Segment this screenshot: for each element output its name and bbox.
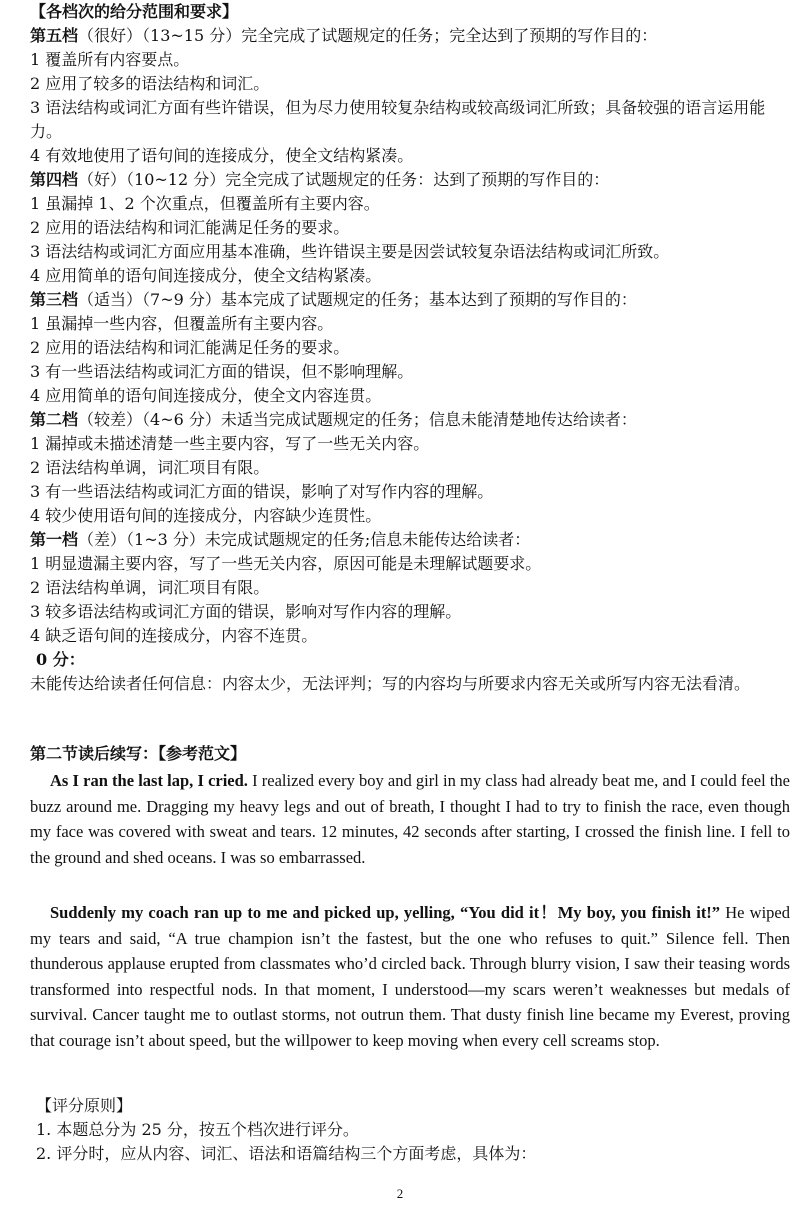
zero-score-text: 未能传达给读者任何信息：内容太少，无法评判；写的内容均与所要求内容无关或所写内容无法看清。 — [30, 674, 751, 693]
level-3-item-4: 4 应用简单的语句间连接成分，使全文内容连贯。 — [30, 386, 382, 405]
level-5-desc: （很好）（13~15 分）完全完成了试题规定的任务；完全达到了预期的写作目的： — [78, 26, 658, 45]
level-4-item-1: 1 虽漏掉 1、2 个次重点，但覆盖所有主要内容。 — [30, 194, 380, 213]
level-3-item-2: 2 应用的语法结构和词汇能满足任务的要求。 — [30, 338, 350, 357]
level-4-name: 第四档 — [30, 170, 79, 189]
principles-heading: 【评分原则】 — [36, 1096, 133, 1115]
level-1-item-3: 3 较多语法结构或词汇方面的错误，影响对写作内容的理解。 — [30, 602, 462, 621]
level-5-item-4: 4 有效地使用了语句间的连接成分，使全文结构紧凑。 — [30, 146, 414, 165]
page-number: 2 — [396, 1186, 404, 1201]
principle-item-2: 2. 评分时，应从内容、词汇、语法和语篇结构三个方面考虑，具体为： — [36, 1144, 537, 1163]
level-4-desc: （好）（10~12 分）完全完成了试题规定的任务：达到了预期的写作目的： — [78, 170, 610, 189]
sample-paragraph-2 — [30, 900, 790, 1053]
level-2-name: 第二档 — [30, 410, 79, 429]
level-4-item-3: 3 语法结构或词汇方面应用基本准确，些许错误主要是因尝试较复杂语法结构或词汇所致。 — [30, 242, 670, 261]
level-4-item-2: 2 应用的语法结构和词汇能满足任务的要求。 — [30, 218, 350, 237]
level-2-item-3: 3 有一些语法结构或词汇方面的错误，影响了对写作内容的理解。 — [30, 482, 494, 501]
paragraph-2-body: He wiped my tears and said, “A true champion isn’t the fastest, but the one who refuses to quit.” Silence fell. Then thunderous applause erupted from classmates who’d circled back. Through blurry vision, I saw their teasing words transformed into respectful nods. In that moment, I understood—my scars weren’t weaknesses but medals of survival. Cancer taught me to outlast storms, not outrun them. That dusty finish line became my Everest, proving that courage isn’t about speed, but the willpower to keep moving when every cell screams stop. — [30, 903, 790, 1050]
level-1-desc: （差）（1~3 分）未完成试题规定的任务;信息未能传达给读者： — [78, 530, 531, 549]
level-3-header — [30, 288, 786, 312]
level-1-item-2: 2 语法结构单调，词汇项目有限。 — [30, 578, 270, 597]
paragraph-1-lead: As I ran the last lap, I cried. — [50, 771, 248, 790]
level-2-item-1: 1 漏掉或未描述清楚一些主要内容，写了一些无关内容。 — [30, 434, 430, 453]
principle-item-1: 1. 本题总分为 25 分，按五个档次进行评分。 — [36, 1120, 359, 1139]
zero-score-label: 0 分： — [36, 650, 85, 669]
level-5-item-3: 3 语法结构或词汇方面有些许错误，但为尽力使用较复杂结构或较高级词汇所致；具备较强的语言运用能力。 — [30, 98, 766, 141]
level-3-item-1: 1 虽漏掉一些内容，但覆盖所有主要内容。 — [30, 314, 334, 333]
level-1-header — [30, 528, 786, 552]
level-2-header — [30, 408, 786, 432]
level-4-header — [30, 168, 786, 192]
level-2-item-2: 2 语法结构单调，词汇项目有限。 — [30, 458, 270, 477]
rubric-heading: 【各档次的给分范围和要求】 — [30, 2, 239, 21]
level-2-item-4: 4 较少使用语句间的连接成分，内容缺少连贯性。 — [30, 506, 382, 525]
level-5-item-2: 2 应用了较多的语法结构和词汇。 — [30, 74, 270, 93]
paragraph-2-lead: Suddenly my coach ran up to me and picked up, yelling, “You did it！My boy, you finish it!” — [50, 903, 721, 922]
level-3-desc: （适当）（7~9 分）基本完成了试题规定的任务；基本达到了预期的写作目的： — [78, 290, 637, 309]
level-3-name: 第三档 — [30, 290, 79, 309]
level-5-header — [30, 24, 786, 48]
level-2-desc: （较差）（4~6 分）未适当完成试题规定的任务；信息未能清楚地传达给读者： — [78, 410, 637, 429]
level-4-item-4: 4 应用简单的语句间连接成分，使全文结构紧凑。 — [30, 266, 382, 285]
level-1-item-1: 1 明显遗漏主要内容，写了一些无关内容，原因可能是未理解试题要求。 — [30, 554, 542, 573]
section-2-title: 第二节读后续写：【参考范文】 — [30, 744, 247, 763]
level-1-item-4: 4 缺乏语句间的连接成分，内容不连贯。 — [30, 626, 318, 645]
level-1-name: 第一档 — [30, 530, 79, 549]
level-3-item-3: 3 有一些语法结构或词汇方面的错误，但不影响理解。 — [30, 362, 414, 381]
level-5-item-1: 1 覆盖所有内容要点。 — [30, 50, 190, 69]
level-5-name: 第五档 — [30, 26, 79, 45]
sample-paragraph-1 — [30, 768, 790, 870]
paragraph-1-body: I realized every boy and girl in my class had already beat me, and I could feel the buzz around me. Dragging my heavy legs and out of breath, I thought I had to try to finish the race, even though my face was covered with sweat and tears. 12 minutes, 42 seconds after starting, I crossed the finish line. I fell to the ground and shed oceans. I was so embarrassed. — [30, 771, 790, 867]
